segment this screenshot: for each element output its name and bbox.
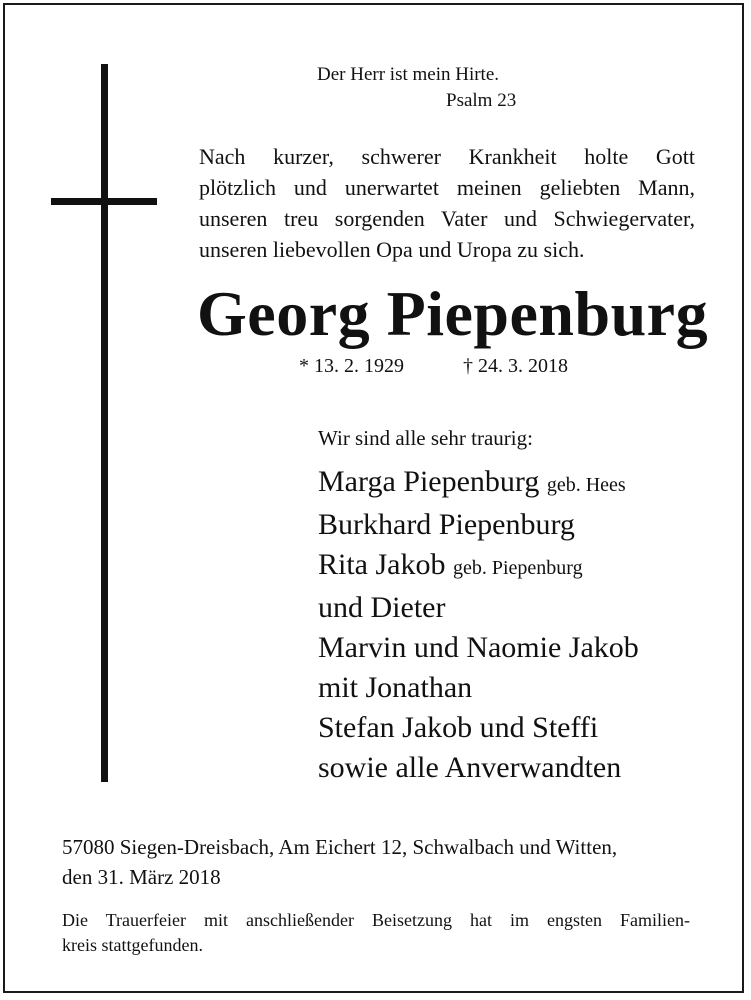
mourner-name: sowie alle Anverwandten bbox=[318, 751, 622, 784]
date-line: den 31. März 2018 bbox=[62, 865, 221, 889]
place-and-date bbox=[62, 832, 617, 892]
mourner-entry bbox=[318, 545, 639, 588]
funeral-note bbox=[62, 908, 690, 958]
address-line: 57080 Siegen-Dreisbach, Am Eichert 12, Schwalbach und Witten, bbox=[62, 835, 618, 859]
note-line: kreis stattgefunden. bbox=[62, 935, 203, 955]
cross-vertical-bar bbox=[101, 64, 108, 782]
deceased-name: Georg Piepenburg bbox=[197, 278, 709, 349]
mourner-entry bbox=[318, 748, 639, 788]
mourner-entry bbox=[318, 462, 639, 505]
mourner-name: mit Jonathan bbox=[318, 671, 473, 704]
intro-line: unseren liebevollen Opa und Uropa zu sich. bbox=[199, 237, 585, 262]
obituary-notice bbox=[3, 3, 744, 993]
mourner-name: Marvin und Naomie Jakob bbox=[318, 631, 639, 664]
mourner-entry bbox=[318, 505, 639, 545]
intro-paragraph bbox=[199, 141, 695, 265]
cross-horizontal-bar bbox=[51, 198, 157, 205]
death-date: † 24. 3. 2018 bbox=[463, 355, 568, 377]
mourner-name: Stefan Jakob und Steffi bbox=[318, 711, 599, 744]
mourner-name: Burkhard Piepenburg bbox=[318, 508, 575, 541]
mourner-entry bbox=[318, 708, 639, 748]
note-line: Die Trauerfeier mit anschließender Beisetzung hat im engsten Familien- bbox=[62, 910, 690, 930]
mourners-list bbox=[318, 462, 639, 788]
mourner-entry bbox=[318, 668, 639, 708]
mourner-name: und Dieter bbox=[318, 591, 446, 624]
mourners-intro: Wir sind alle sehr traurig: bbox=[318, 426, 533, 450]
mourner-note: geb. Piepenburg bbox=[453, 557, 583, 579]
intro-line: Nach kurzer, schwerer Krankheit holte Gott bbox=[199, 144, 695, 169]
birth-date: * 13. 2. 1929 bbox=[299, 355, 404, 377]
intro-line: plötzlich und unerwartet meinen geliebten Mann, bbox=[199, 175, 695, 200]
mourner-name: Rita Jakob bbox=[318, 548, 446, 581]
mourner-name: Marga Piepenburg bbox=[318, 465, 540, 498]
intro-line: unseren treu sorgenden Vater und Schwiegervater, bbox=[199, 206, 695, 231]
motto-source: Psalm 23 bbox=[446, 90, 517, 111]
mourner-entry bbox=[318, 628, 639, 668]
motto-text: Der Herr ist mein Hirte. bbox=[317, 64, 500, 85]
mourner-entry bbox=[318, 588, 639, 628]
mourner-note: geb. Hees bbox=[546, 474, 626, 496]
